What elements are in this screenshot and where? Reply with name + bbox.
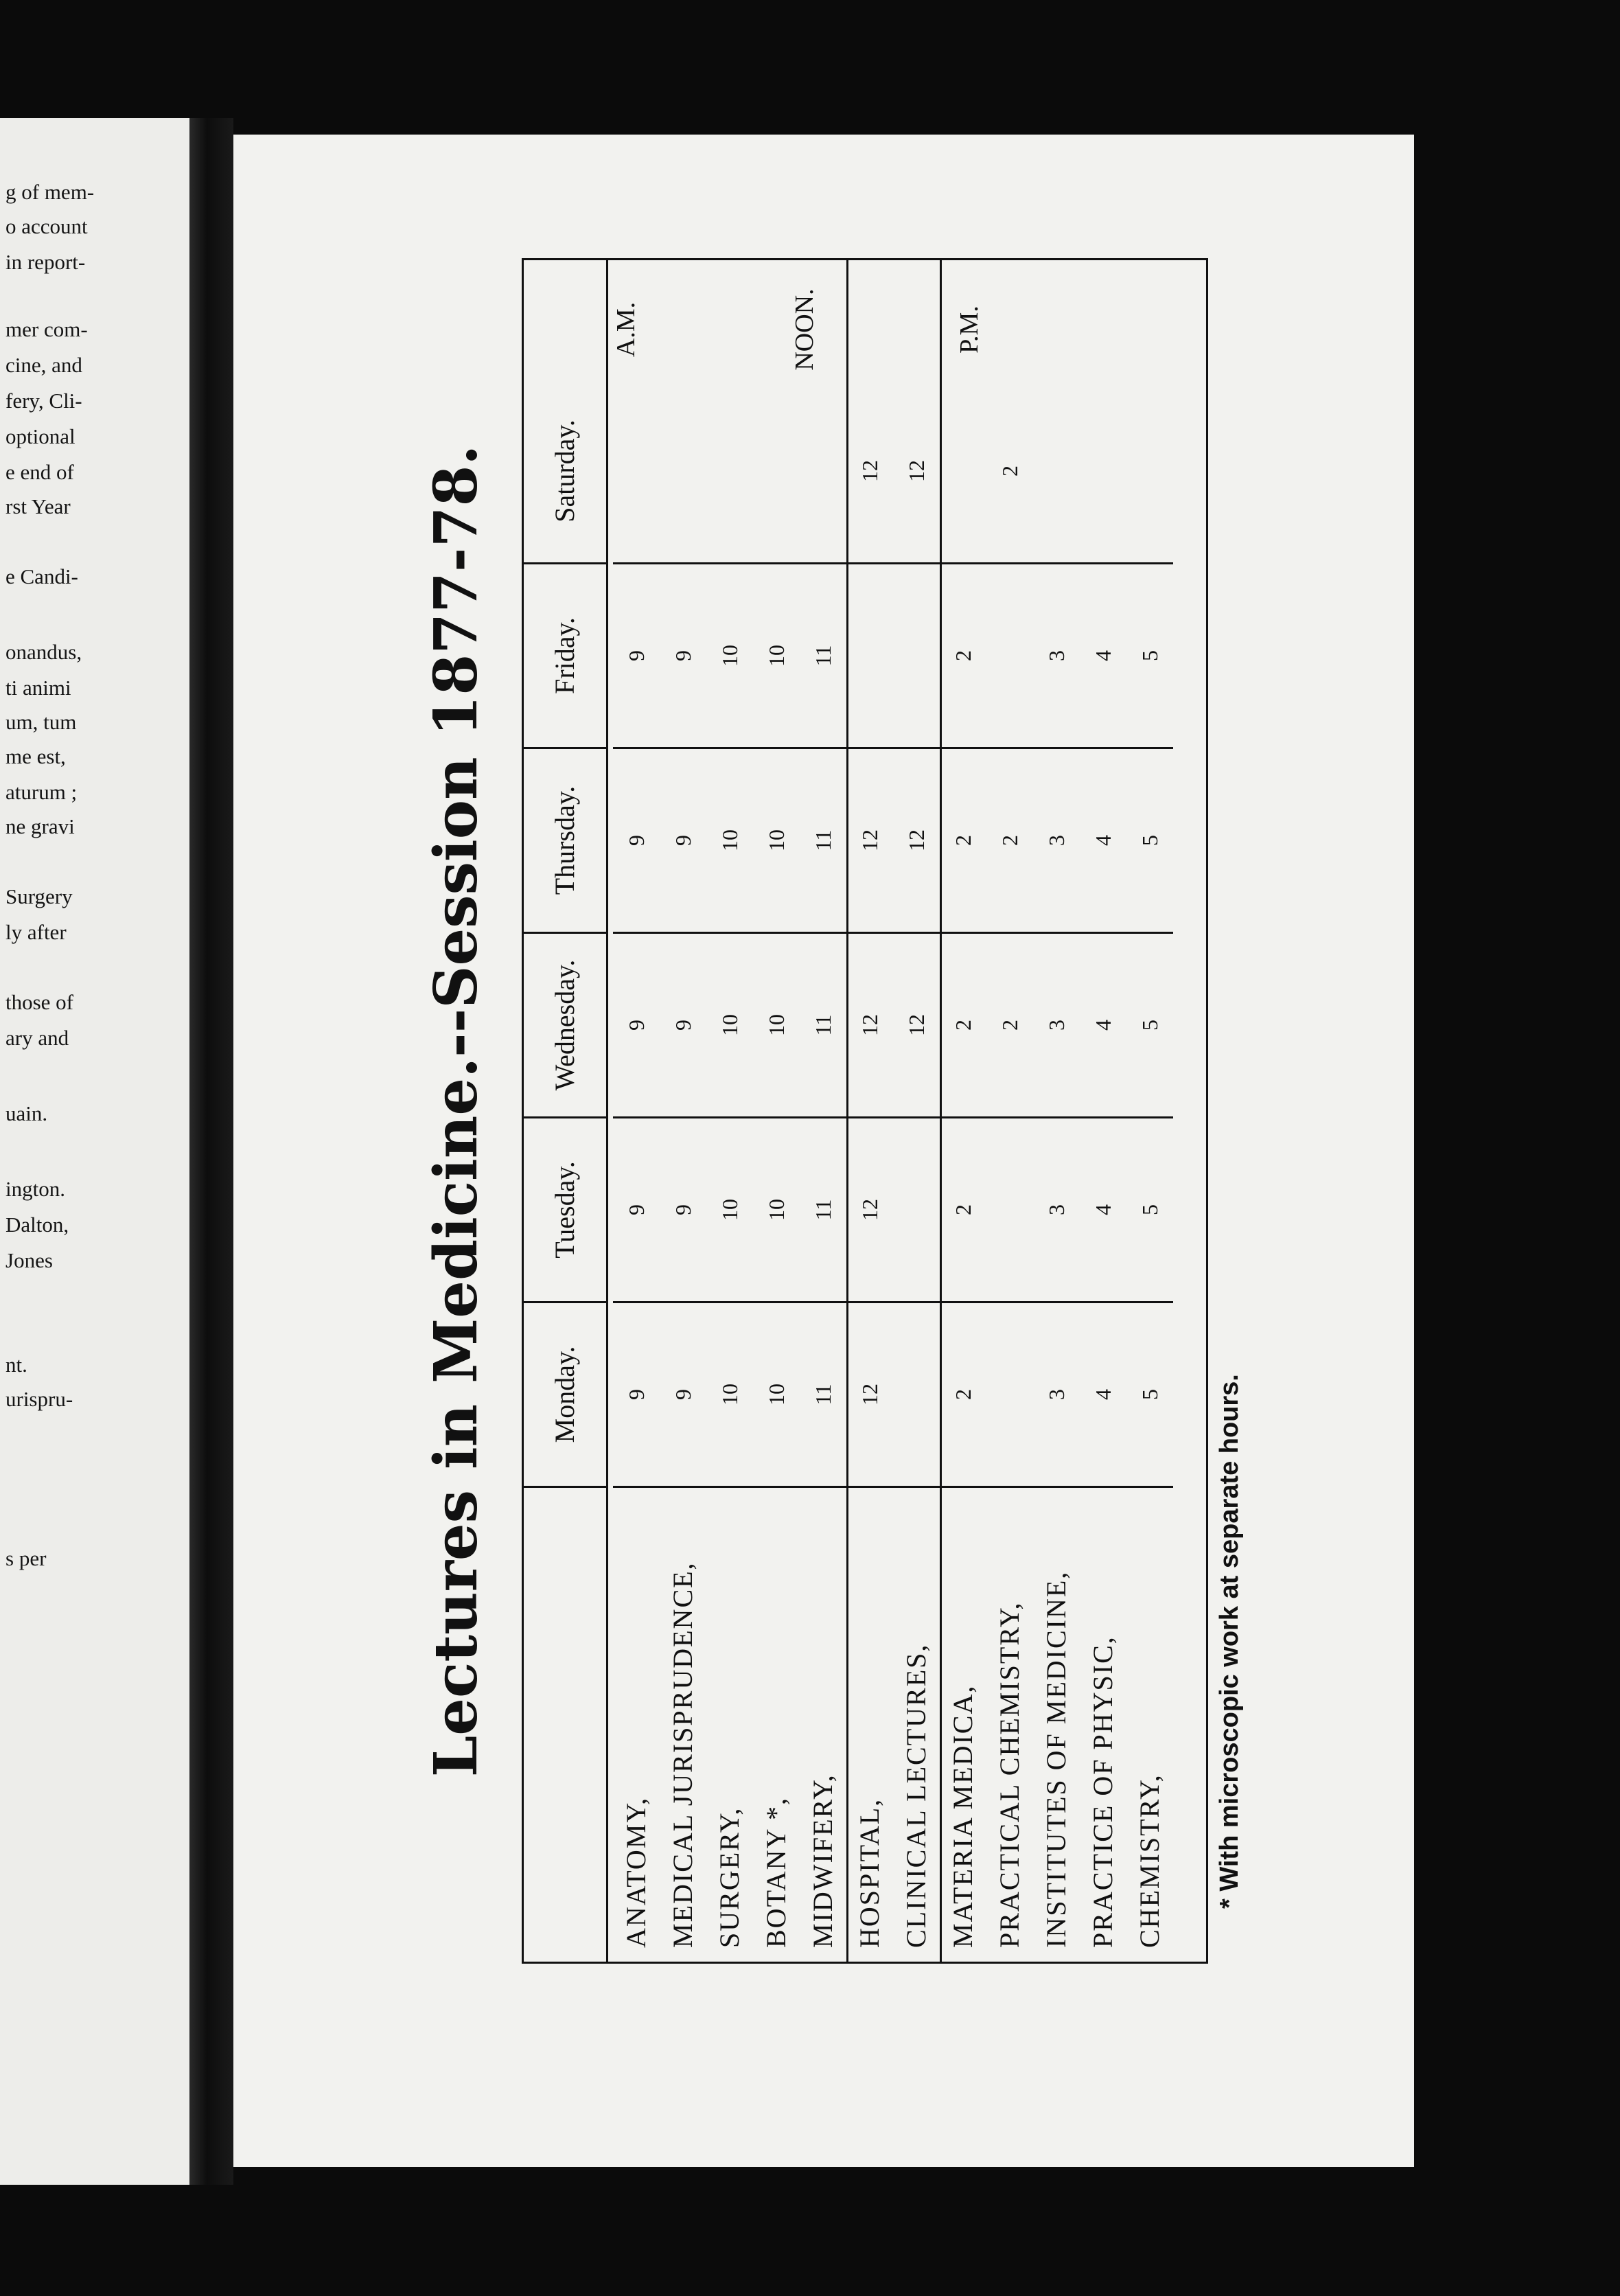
left-page-fragment: e Candi- [5,564,78,588]
left-page-fragment: cine, and [5,353,82,377]
hour-cell: 9 [613,1303,660,1488]
hour-cell [893,564,940,749]
subject-label: HOSPITAL, [854,1798,885,1948]
hour-cell: 11 [800,749,846,934]
hour-cell: 9 [613,564,660,749]
day-header: Monday. [524,1303,606,1488]
left-page-fragment: rst Year [5,494,71,518]
subject-label: BOTANY *, [761,1797,791,1948]
left-page-fragment: um, tum [5,710,77,734]
hour-cell: 9 [660,564,706,749]
left-page-fragment: uain. [5,1101,48,1125]
left-page-fragment: Jones [5,1248,53,1272]
hour-cell: 12 [846,380,893,564]
subject-label: MIDWIFERY, [807,1773,838,1948]
left-page-fragment: o account [5,214,88,238]
subject-label: ANATOMY, [621,1796,651,1948]
left-page-fragment: in report- [5,250,86,274]
hour-cell: 2 [986,749,1033,934]
day-header-row [524,260,608,1962]
hour-cell: 12 [846,1303,893,1488]
hour-cell: 5 [1126,1303,1173,1488]
hour-cell: 3 [1033,1303,1080,1488]
hour-cell: 2 [986,380,1033,564]
hour-cell [893,1118,940,1303]
hour-cell: 10 [706,1118,753,1303]
hour-cell [1126,380,1173,564]
subject-label: CLINICAL LECTURES, [901,1643,931,1948]
footnote: * With microscopic work at separate hours. [1215,1374,1244,1909]
left-page-fragment: urispru- [5,1387,73,1411]
hour-cell: 4 [1080,749,1126,934]
hour-cell: 10 [706,564,753,749]
hour-cell: 12 [846,749,893,934]
hour-cell [986,1303,1033,1488]
hour-cell: 2 [940,1303,986,1488]
hour-cell [1080,380,1126,564]
subject-label: PRACTICE OF PHYSIC, [1087,1635,1118,1948]
hour-cell: 11 [800,934,846,1118]
hour-cell: 11 [800,1303,846,1488]
day-header: Wednesday. [524,934,606,1118]
subject-label: PRACTICAL CHEMISTRY, [994,1601,1025,1948]
left-facing-page [0,118,189,2185]
hour-cell: 9 [613,749,660,934]
left-page-fragment: nt. [5,1353,27,1377]
hour-cell: 10 [753,749,800,934]
hour-cell: 2 [986,934,1033,1118]
hour-cell: 5 [1126,934,1173,1118]
subject-label: INSTITUTES OF MEDICINE, [1041,1570,1072,1948]
left-page-fragment: e end of [5,460,74,484]
period-label: P.M. [955,306,984,354]
hour-cell: 9 [660,934,706,1118]
schedule-title: Lectures in Medicine.--Session 1877-78. [421,444,491,1778]
subject-label: SURGERY, [714,1806,745,1948]
left-page-fragment: g of mem- [5,180,95,204]
left-page-fragment: Dalton, [5,1213,69,1237]
left-page-fragment: ne gravi [5,814,75,838]
hour-cell [846,564,893,749]
left-page-fragment: those of [5,990,74,1014]
hour-cell: 12 [893,380,940,564]
hour-cell: 10 [706,934,753,1118]
hour-cell: 9 [613,934,660,1118]
subject-label: CHEMISTRY, [1134,1773,1165,1948]
period-label: NOON. [790,288,819,371]
hour-cell: 5 [1126,749,1173,934]
left-page-fragment: me est, [5,744,66,768]
hour-cell: 9 [660,1118,706,1303]
schedule-table [522,258,1208,1964]
hour-cell: 5 [1126,1118,1173,1303]
hour-cell: 4 [1080,564,1126,749]
hour-cell: 9 [660,749,706,934]
period-label: A.M. [612,301,640,358]
book-gutter [189,118,233,2185]
hour-cell: 10 [753,564,800,749]
left-page-fragment: aturum ; [5,780,78,804]
hour-cell: 12 [846,934,893,1118]
hour-cell: 4 [1080,934,1126,1118]
hour-cell [753,380,800,564]
hour-cell: 10 [706,1303,753,1488]
day-header: Tuesday. [524,1118,606,1303]
left-page-fragment: onandus, [5,640,82,664]
main-page [233,135,1414,2167]
day-header: Saturday. [524,380,606,564]
hour-cell: 3 [1033,1118,1080,1303]
left-page-fragment: ti animi [5,676,71,700]
hour-cell [893,1303,940,1488]
left-page-fragment: Surgery [5,884,73,908]
hour-cell [660,380,706,564]
hour-cell [613,380,660,564]
lecture-schedule [405,258,1244,1964]
hour-cell: 4 [1080,1118,1126,1303]
hour-cell [986,1118,1033,1303]
subject-label: MEDICAL JURISPRUDENCE, [667,1561,698,1948]
hour-cell: 3 [1033,564,1080,749]
left-page-fragment: ington. [5,1177,65,1201]
hour-cell: 11 [800,1118,846,1303]
hour-cell: 10 [753,1118,800,1303]
hour-cell: 10 [753,1303,800,1488]
hour-cell: 9 [660,1303,706,1488]
left-page-fragment: fery, Cli- [5,389,82,413]
hour-cell [800,380,846,564]
left-page-fragment: mer com- [5,317,88,341]
hour-cell: 12 [893,934,940,1118]
subject-label: MATERIA MEDICA, [947,1684,978,1948]
hour-cell: 10 [753,934,800,1118]
hour-cell [706,380,753,564]
hour-cell: 2 [940,564,986,749]
hour-cell: 10 [706,749,753,934]
left-page-fragment: ary and [5,1026,69,1050]
hour-cell: 9 [613,1118,660,1303]
hour-cell [986,564,1033,749]
left-page-fragment: s per [5,1546,47,1570]
hour-cell: 2 [940,1118,986,1303]
hour-cell: 2 [940,749,986,934]
day-header: Friday. [524,564,606,749]
hour-cell: 3 [1033,934,1080,1118]
hour-cell: 3 [1033,749,1080,934]
hour-cell [940,380,986,564]
hour-cell: 2 [940,934,986,1118]
hour-cell: 12 [846,1118,893,1303]
left-page-fragment: ly after [5,920,67,944]
hour-cell: 12 [893,749,940,934]
day-header: Thursday. [524,749,606,934]
hour-cell: 4 [1080,1303,1126,1488]
hour-cell: 5 [1126,564,1173,749]
hour-cell: 11 [800,564,846,749]
left-page-fragment: optional [5,424,76,448]
hour-cell [1033,380,1080,564]
